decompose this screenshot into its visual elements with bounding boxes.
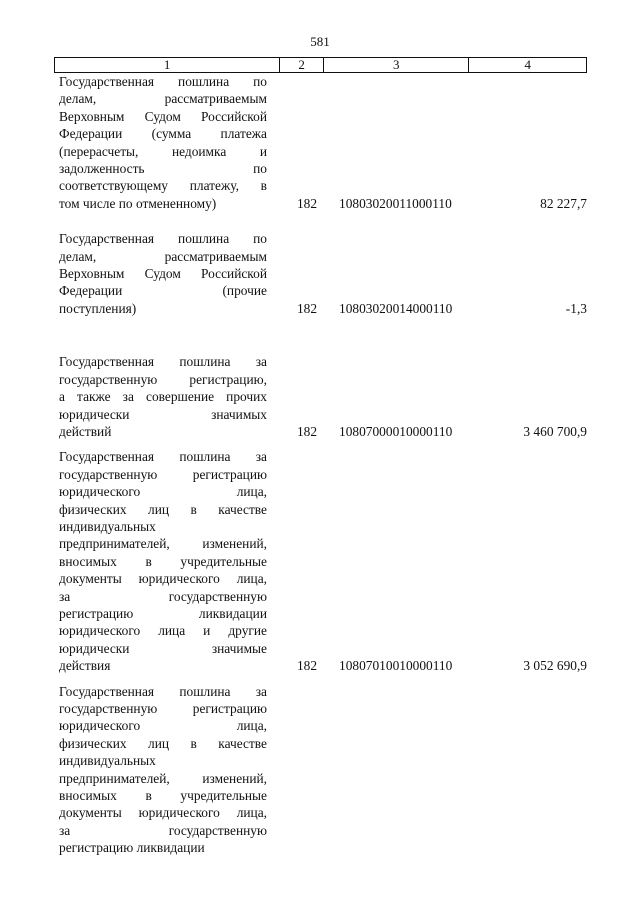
row-budget-code: 10807000010000110 <box>339 423 453 439</box>
row-name-line: юридически значимые <box>59 640 267 656</box>
table-row <box>54 353 614 440</box>
row-admin-code: 182 <box>296 300 318 316</box>
row-name-line: предпринимателей, изменений, <box>59 536 267 552</box>
table-header <box>54 57 587 73</box>
row-name-line: физических лиц в качестве <box>59 501 267 517</box>
row-name-line: Верховным Судом Российской <box>59 266 267 282</box>
row-name-line: Государственная пошлина по <box>59 74 267 89</box>
row-name-line: соответствующему платежу, в <box>59 178 267 194</box>
row-name-line: документы юридического лица, <box>59 805 267 821</box>
row-name-line: регистрацию ликвидации <box>59 840 205 856</box>
row-name-line: юридического лица, <box>59 718 267 734</box>
row-name-line: действия <box>59 658 111 674</box>
row-name-cell <box>59 230 267 317</box>
row-name-line: делам, рассматриваемым <box>59 248 267 264</box>
row-name-line: за государственную <box>59 822 267 838</box>
table-row <box>54 683 614 857</box>
row-sum: 3 052 690,9 <box>523 658 587 674</box>
row-name-cell <box>59 683 267 857</box>
row-name-line: индивидуальных <box>59 518 156 534</box>
row-name-line: вносимых в учредительные <box>59 553 267 569</box>
row-name-line: юридического лица и другие <box>59 623 267 639</box>
row-name-line: поступления) <box>59 300 137 316</box>
row-name-line: регистрацию ликвидации <box>59 605 267 621</box>
table-body <box>54 73 614 857</box>
row-name-line: вносимых в учредительные <box>59 788 267 804</box>
row-name-line: делам, рассматриваемым <box>59 91 267 107</box>
table-row <box>54 230 614 317</box>
row-name-line: юридического лица, <box>59 484 267 500</box>
row-name-line: за государственную <box>59 588 267 604</box>
row-name-line: Федерации (сумма платежа <box>59 126 267 142</box>
row-name-line: государственную регистрацию <box>59 701 267 716</box>
row-name-line: государственную регистрацию, <box>59 371 267 387</box>
row-name-line: индивидуальных <box>59 753 156 769</box>
row-name-line: действий <box>59 423 112 439</box>
row-name-line: том числе по отмененному) <box>59 195 217 211</box>
row-admin-code: 182 <box>296 658 318 674</box>
row-name-line: Государственная пошлина за <box>59 683 267 699</box>
row-admin-code: 182 <box>296 195 318 211</box>
row-name-line: Государственная пошлина за <box>59 354 267 370</box>
row-admin-code: 182 <box>296 423 318 439</box>
header-col-4: 4 <box>524 57 531 72</box>
row-name-line: задолженность по <box>59 161 267 177</box>
table-row <box>54 448 614 674</box>
row-sum: -1,3 <box>565 300 587 316</box>
table-row <box>54 73 614 212</box>
row-name-line: а также за совершение прочих <box>59 389 267 405</box>
row-name-cell <box>59 353 267 440</box>
row-name-cell <box>59 448 267 674</box>
row-sum: 82 227,7 <box>540 195 587 211</box>
row-name-line: (перерасчеты, недоимка и <box>59 143 267 159</box>
row-budget-code: 10803020014000110 <box>339 300 453 316</box>
row-name-line: Верховным Судом Российской <box>59 108 267 124</box>
row-name-line: Государственная пошлина за <box>59 449 267 465</box>
page-number: 581 <box>310 34 330 49</box>
header-col-2: 2 <box>280 58 324 72</box>
row-budget-code: 10807010010000110 <box>339 658 453 674</box>
row-name-line: Государственная пошлина по <box>59 231 267 247</box>
row-name-line: документы юридического лица, <box>59 571 267 587</box>
row-name-line: физических лиц в качестве <box>59 735 267 751</box>
row-name-line: Федерации (прочие <box>59 283 267 299</box>
header-col-1: 1 <box>55 58 280 72</box>
row-name-line: государственную регистрацию <box>59 466 267 482</box>
row-sum: 3 460 700,9 <box>523 423 587 439</box>
header-col-3: 3 <box>324 58 469 72</box>
row-name-line: юридически значимых <box>59 406 267 422</box>
row-name-line: предпринимателей, изменений, <box>59 770 267 786</box>
row-budget-code: 10803020011000110 <box>339 195 452 211</box>
row-name-cell <box>59 73 267 212</box>
